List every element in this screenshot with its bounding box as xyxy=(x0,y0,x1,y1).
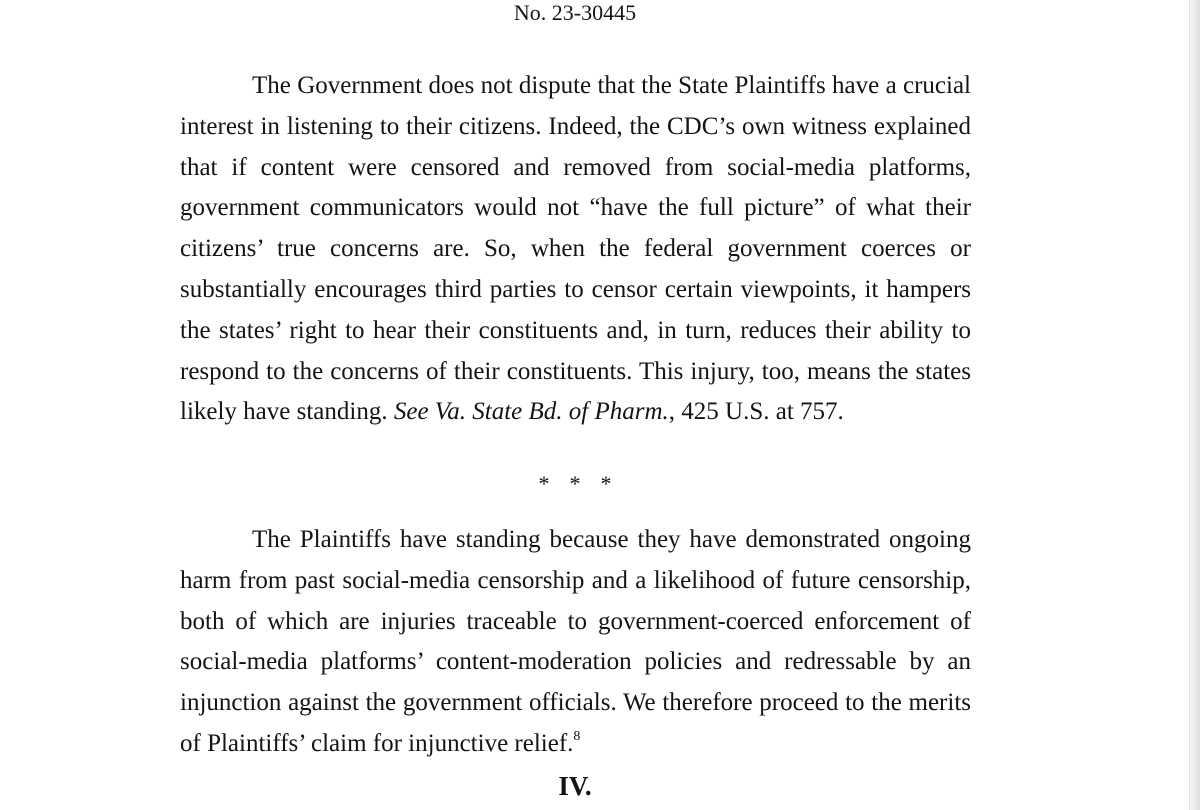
separator-star: * xyxy=(538,471,550,496)
paragraph-government-interest xyxy=(180,66,971,433)
paragraph-text-b: , 425 U.S. at 757. xyxy=(668,398,844,426)
case-citation: See Va. State Bd. of Pharm. xyxy=(393,398,669,426)
paragraph-standing-conclusion xyxy=(180,520,971,765)
docket-number: No. 23-30445 xyxy=(513,0,637,25)
section-separator xyxy=(0,469,1150,499)
paragraph-text: The Plaintiffs have standing because they have demonstrated ongoing harm from past social-media censorship and a likelihood of future censorship, both of which are injuries traceable to government-coerced enforcement of social-media platforms’ content-moderation policies and redressable by an injunction against the government officials. We therefore proceed to the merits of Plaintiffs’ claim for injunctive relief. xyxy=(180,526,971,757)
section-heading: IV. xyxy=(558,771,592,801)
page-edge xyxy=(1189,0,1200,810)
footnote-marker[interactable]: 8 xyxy=(573,728,581,744)
paragraph-text-a: The Government does not dispute that the State Plaintiffs have a crucial interest in listening to their citizens. Indeed, the CDC’s own witness explained that if content were censored and removed from social-media platforms, government communicators would not “have the full picture” of what their citizens’ true concerns are. So, when the federal government coerces or substantially encourages third parties to censor certain viewpoints, it hampers the states’ right to hear their constituents and, in turn, reduces their ability to respond to the concerns of their constituents. This injury, too, means the states likely have standing. xyxy=(180,72,971,426)
separator-star: * xyxy=(569,471,581,496)
separator-star: * xyxy=(600,471,612,496)
